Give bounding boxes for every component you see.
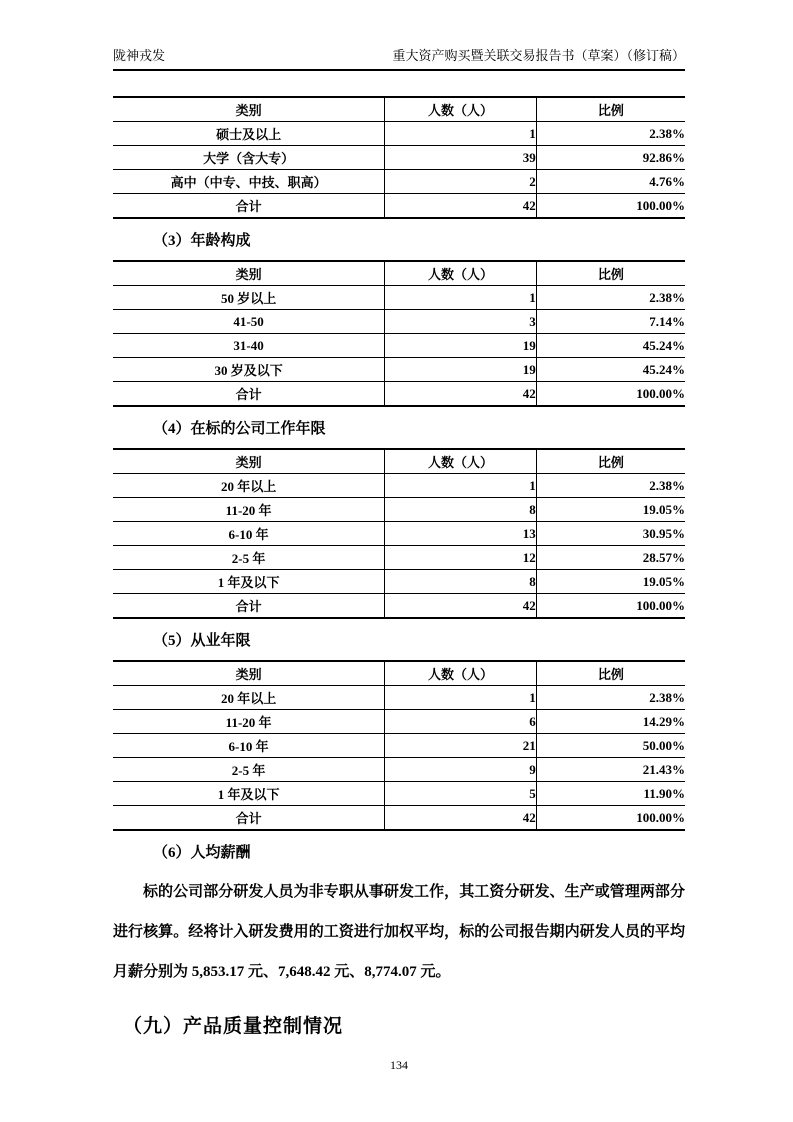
table-row xyxy=(113,782,685,806)
table-cell: 42 xyxy=(385,594,537,619)
table-cell: 100.00% xyxy=(536,806,685,831)
table-cell: 合计 xyxy=(113,382,385,407)
table-cell: 硕士及以上 xyxy=(113,122,385,146)
table-cell: 19 xyxy=(385,358,537,382)
table-row xyxy=(113,758,685,782)
table-cell: 2-5 年 xyxy=(113,758,385,782)
table-cell: 12 xyxy=(385,546,537,570)
table-cell: 2.38% xyxy=(536,686,685,710)
table-header-row xyxy=(113,449,685,474)
column-header: 类别 xyxy=(113,97,385,122)
column-header: 类别 xyxy=(113,449,385,474)
table-row xyxy=(113,146,685,170)
table-cell: 41-50 xyxy=(113,310,385,334)
table-cell: 42 xyxy=(385,382,537,407)
table-cell: 14.29% xyxy=(536,710,685,734)
table-row xyxy=(113,358,685,382)
table-cell: 1 xyxy=(385,122,537,146)
table-cell: 13 xyxy=(385,522,537,546)
table-row xyxy=(113,170,685,194)
table-cell: 42 xyxy=(385,194,537,219)
section-heading-industry-tenure: （5）从业年限 xyxy=(153,633,251,649)
company-tenure-table xyxy=(113,448,685,619)
education-structure-table xyxy=(113,96,685,219)
page-number: 134 xyxy=(390,1058,408,1072)
column-header: 比例 xyxy=(536,449,685,474)
table-header-row xyxy=(113,661,685,686)
table-cell: 3 xyxy=(385,310,537,334)
table-row xyxy=(113,310,685,334)
table-cell: 合计 xyxy=(113,194,385,219)
section-heading-company-tenure: （4）在标的公司工作年限 xyxy=(153,421,326,437)
page-header xyxy=(113,45,685,71)
table-cell: 19.05% xyxy=(536,570,685,594)
table-cell: 31-40 xyxy=(113,334,385,358)
table-cell: 19 xyxy=(385,334,537,358)
table-header-row xyxy=(113,261,685,286)
table-cell: 30 岁及以下 xyxy=(113,358,385,382)
table-cell: 6-10 年 xyxy=(113,734,385,758)
table-cell: 1 年及以下 xyxy=(113,570,385,594)
table-cell: 11-20 年 xyxy=(113,710,385,734)
table-cell: 1 xyxy=(385,474,537,498)
table-cell: 28.57% xyxy=(536,546,685,570)
table-cell: 21 xyxy=(385,734,537,758)
table-total-row xyxy=(113,194,685,219)
section-heading-age: （3）年龄构成 xyxy=(153,233,251,249)
table-row xyxy=(113,474,685,498)
table-row xyxy=(113,570,685,594)
table-cell: 20 年以上 xyxy=(113,686,385,710)
column-header: 类别 xyxy=(113,661,385,686)
table-row xyxy=(113,286,685,310)
table-cell: 45.24% xyxy=(536,358,685,382)
table-total-row xyxy=(113,594,685,619)
section-heading-quality: （九）产品质量控制情况 xyxy=(123,1016,344,1037)
table-cell: 8 xyxy=(385,498,537,522)
table-row xyxy=(113,334,685,358)
table-cell: 7.14% xyxy=(536,310,685,334)
column-header: 人数（人） xyxy=(385,449,537,474)
table-cell: 合计 xyxy=(113,806,385,831)
table-cell: 高中（中专、中技、职高） xyxy=(113,170,385,194)
table-cell: 1 xyxy=(385,286,537,310)
table-cell: 6-10 年 xyxy=(113,522,385,546)
table-row xyxy=(113,522,685,546)
table-cell: 6 xyxy=(385,710,537,734)
table-cell: 合计 xyxy=(113,594,385,619)
table-cell: 大学（含大专） xyxy=(113,146,385,170)
table-cell: 100.00% xyxy=(536,382,685,407)
table-cell: 19.05% xyxy=(536,498,685,522)
column-header: 比例 xyxy=(536,661,685,686)
table-cell: 45.24% xyxy=(536,334,685,358)
table-cell: 30.95% xyxy=(536,522,685,546)
table-total-row xyxy=(113,806,685,831)
table-cell: 100.00% xyxy=(536,594,685,619)
table-cell: 9 xyxy=(385,758,537,782)
age-structure-table xyxy=(113,260,685,407)
table-row xyxy=(113,686,685,710)
table-cell: 1 xyxy=(385,686,537,710)
table-cell: 4.76% xyxy=(536,170,685,194)
column-header: 人数（人） xyxy=(385,97,537,122)
table-row xyxy=(113,498,685,522)
salary-paragraph: 标的公司部分研发人员为非专职从事研发工作，其工资分研发、生产或管理两部分进行核算。经将计入研发费用的工资进行加权平均，标的公司报告期内研发人员的平均月薪分别为 5,853.17 元、7,648.42 元、8,774.07 元。 xyxy=(113,884,685,980)
section-heading-salary: （6）人均薪酬 xyxy=(153,845,251,861)
column-header: 类别 xyxy=(113,261,385,286)
table-cell: 21.43% xyxy=(536,758,685,782)
table-row xyxy=(113,710,685,734)
table-cell: 39 xyxy=(385,146,537,170)
column-header: 比例 xyxy=(536,261,685,286)
table-row xyxy=(113,122,685,146)
header-right-title: 重大资产购买暨关联交易报告书（草案）（修订稿） xyxy=(392,48,685,63)
table-cell: 11.90% xyxy=(536,782,685,806)
column-header: 比例 xyxy=(536,97,685,122)
table-cell: 1 年及以下 xyxy=(113,782,385,806)
table-cell: 2.38% xyxy=(536,286,685,310)
table-cell: 42 xyxy=(385,806,537,831)
table-header-row xyxy=(113,97,685,122)
table-cell: 20 年以上 xyxy=(113,474,385,498)
table-cell: 50 岁以上 xyxy=(113,286,385,310)
table-cell: 100.00% xyxy=(536,194,685,219)
column-header: 人数（人） xyxy=(385,661,537,686)
table-row xyxy=(113,734,685,758)
table-cell: 2 xyxy=(385,170,537,194)
table-total-row xyxy=(113,382,685,407)
table-cell: 5 xyxy=(385,782,537,806)
table-cell: 11-20 年 xyxy=(113,498,385,522)
table-cell: 2.38% xyxy=(536,474,685,498)
table-row xyxy=(113,546,685,570)
table-cell: 8 xyxy=(385,570,537,594)
table-cell: 2.38% xyxy=(536,122,685,146)
table-cell: 2-5 年 xyxy=(113,546,385,570)
table-cell: 50.00% xyxy=(536,734,685,758)
column-header: 人数（人） xyxy=(385,261,537,286)
industry-tenure-table xyxy=(113,660,685,831)
table-cell: 92.86% xyxy=(536,146,685,170)
header-left-title: 陇神戎发 xyxy=(113,48,166,63)
